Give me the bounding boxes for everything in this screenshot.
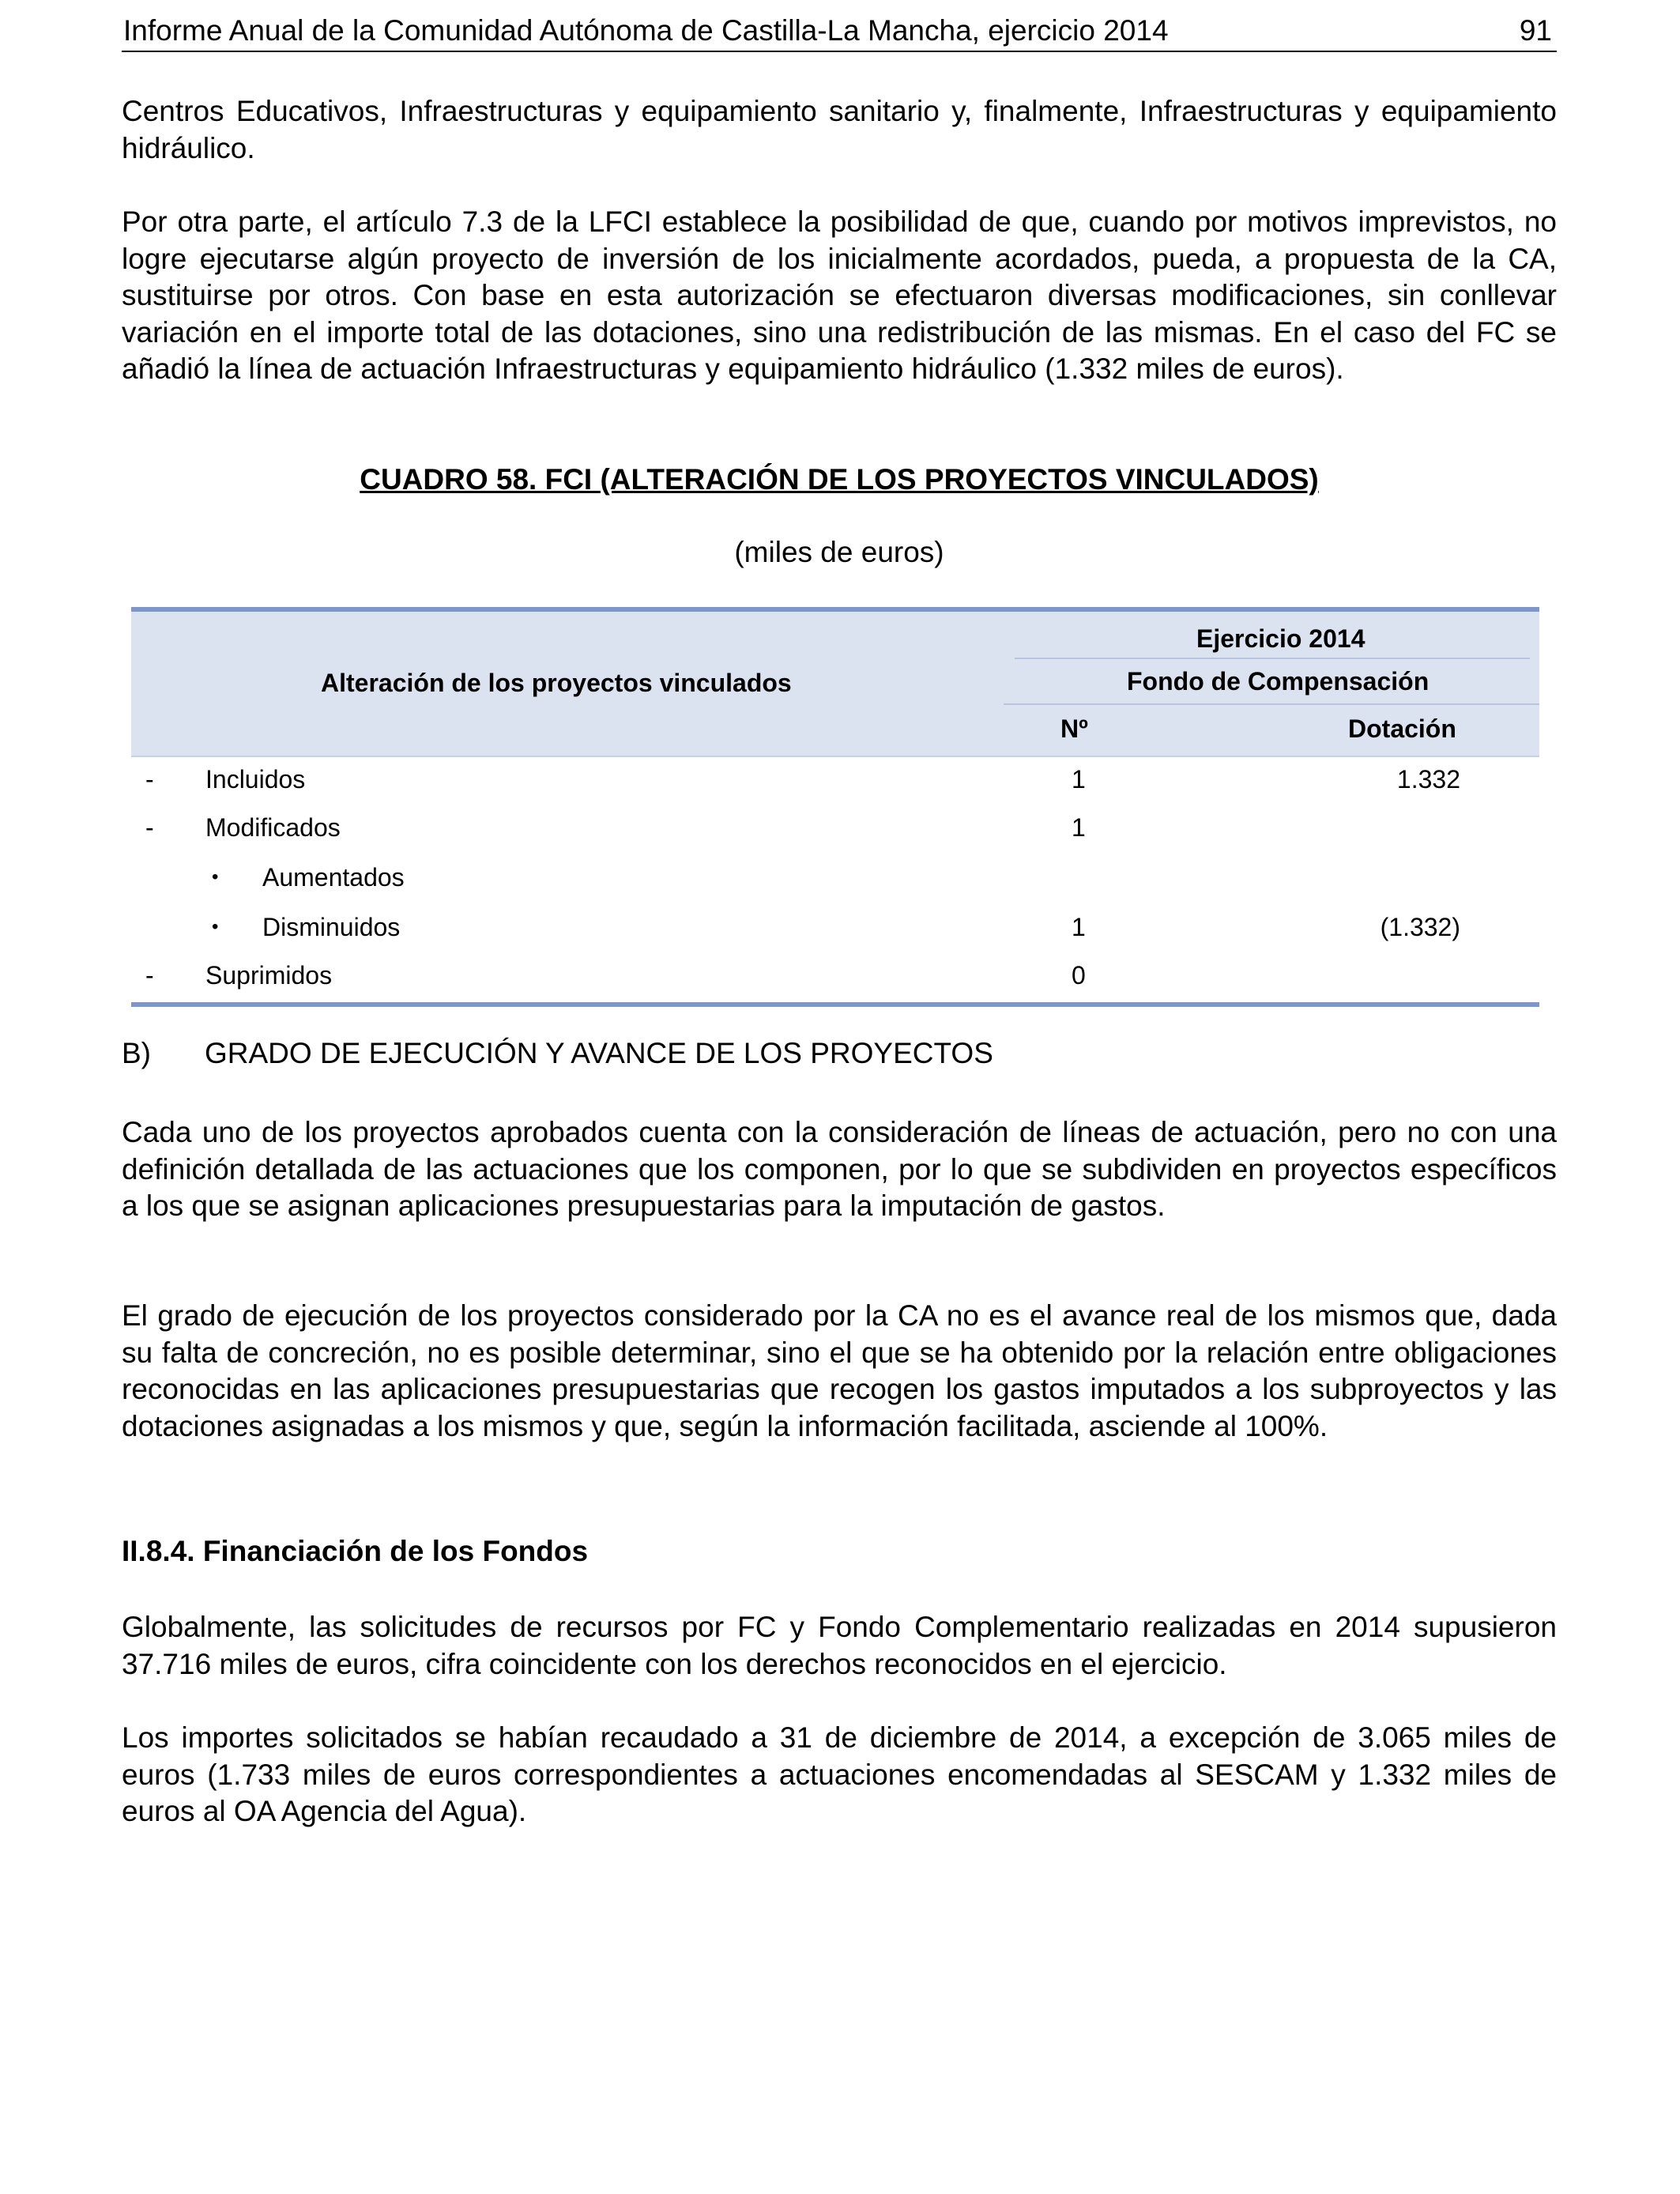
row-dotacion: (1.332) [1380,913,1460,941]
row-n: 1 [1072,813,1086,842]
row-label-aumentados: Aumentados [262,863,405,892]
header-divider [1015,658,1530,659]
paragraph-6: Los importes solicitados se habían recaudado a 31 de diciembre de 2014, a excepción de 3.065 miles de euros (1.733 miles de euros correspondientes a actuaciones encomendadas al SESCAM y 1.332 miles de euros al OA Agencia del Agua). [122,1721,1557,1827]
table-caption: CUADRO 58. FCI (ALTERACIÓN DE LOS PROYECTOS VINCULADOS) [360,463,1319,496]
paragraph-1: Centros Educativos, Infraestructuras y equipamiento sanitario y, finalmente, Infraestructuras y equipamiento hidráulico. [122,95,1557,164]
paragraph-4: El grado de ejecución de los proyectos considerado por la CA no es el avance real de los mismos que, dada su falta de concreción, no es posible determinar, sino el que se ha obtenido por la relación entre obligaciones reconocidas en las aplicaciones presupuestarias que recogen los gastos imputados a los subproyectos y las dotaciones asignadas a los mismos y que, según la información facilitada, asciende al 100%. [122,1299,1557,1442]
row-n: 0 [1072,961,1086,990]
row-marker: - [145,765,154,794]
header-year: Ejercicio 2014 [1196,624,1365,653]
table-bottom-rule [131,1002,1539,1007]
header-col-dotacion: Dotación [1348,714,1456,743]
row-n: 1 [1072,765,1086,794]
header-title: Informe Anual de la Comunidad Autónoma de Castilla-La Mancha, ejercicio 2014 [123,14,1169,47]
row-marker: - [145,961,154,990]
row-dotacion: 1.332 [1396,765,1460,794]
row-marker: - [145,813,154,842]
row-label-modificados: Modificados [205,813,341,842]
row-n: 1 [1072,913,1086,941]
paragraph-3: Cada uno de los proyectos aprobados cuenta con la consideración de líneas de actuación, pero no con una definición detallada de las actuaciones que los componen, por lo que se subdividen en proyectos específicos a los que se asignan aplicaciones presupuestarias para la imputación de gastos. [122,1116,1557,1222]
projects-table [131,607,1539,1007]
section-title: GRADO DE EJECUCIÓN Y AVANCE DE LOS PROYECTOS [205,1037,993,1069]
row-label-incluidos: Incluidos [205,765,306,794]
row-bullet: • [212,916,219,937]
header-fund: Fondo de Compensación [1127,667,1430,696]
paragraph-2: Por otra parte, el artículo 7.3 de la LFCI establece la posibilidad de que, cuando por motivos imprevistos, no logre ejecutarse algún proyecto de inversión de los inicialmente acordados, pueda, a propuesta de la CA, sustituirse por otros. Con base en esta autorización se efectuaron diversas modificaciones, sin conllevar variación en el importe total de las dotaciones, sino una redistribución de las mismas. En el caso del FC se añadió la línea de actuación Infraestructuras y equipamiento hidráulico (1.332 miles de euros). [122,205,1557,385]
page-header [122,11,1557,52]
table-subcaption: (miles de euros) [734,536,944,568]
header-col-label: Alteración de los proyectos vinculados [321,669,792,697]
row-bullet: • [212,866,219,888]
paragraph-5: Globalmente, las solicitudes de recursos por FC y Fondo Complementario realizadas en 2014 supusieron 37.716 miles de euros, cifra coincidente con los derechos reconocidos en el ejercicio. [122,1611,1557,1680]
row-label-suprimidos: Suprimidos [205,961,333,990]
header-col-n: Nº [1060,714,1088,743]
page-number: 91 [1519,14,1552,47]
header-divider [1004,703,1539,705]
row-label-disminuidos: Disminuidos [262,913,401,941]
header-bottom-rule [131,756,1539,757]
section-letter: B) [122,1037,151,1069]
section-heading-ii84: II.8.4. Financiación de los Fondos [122,1535,589,1567]
